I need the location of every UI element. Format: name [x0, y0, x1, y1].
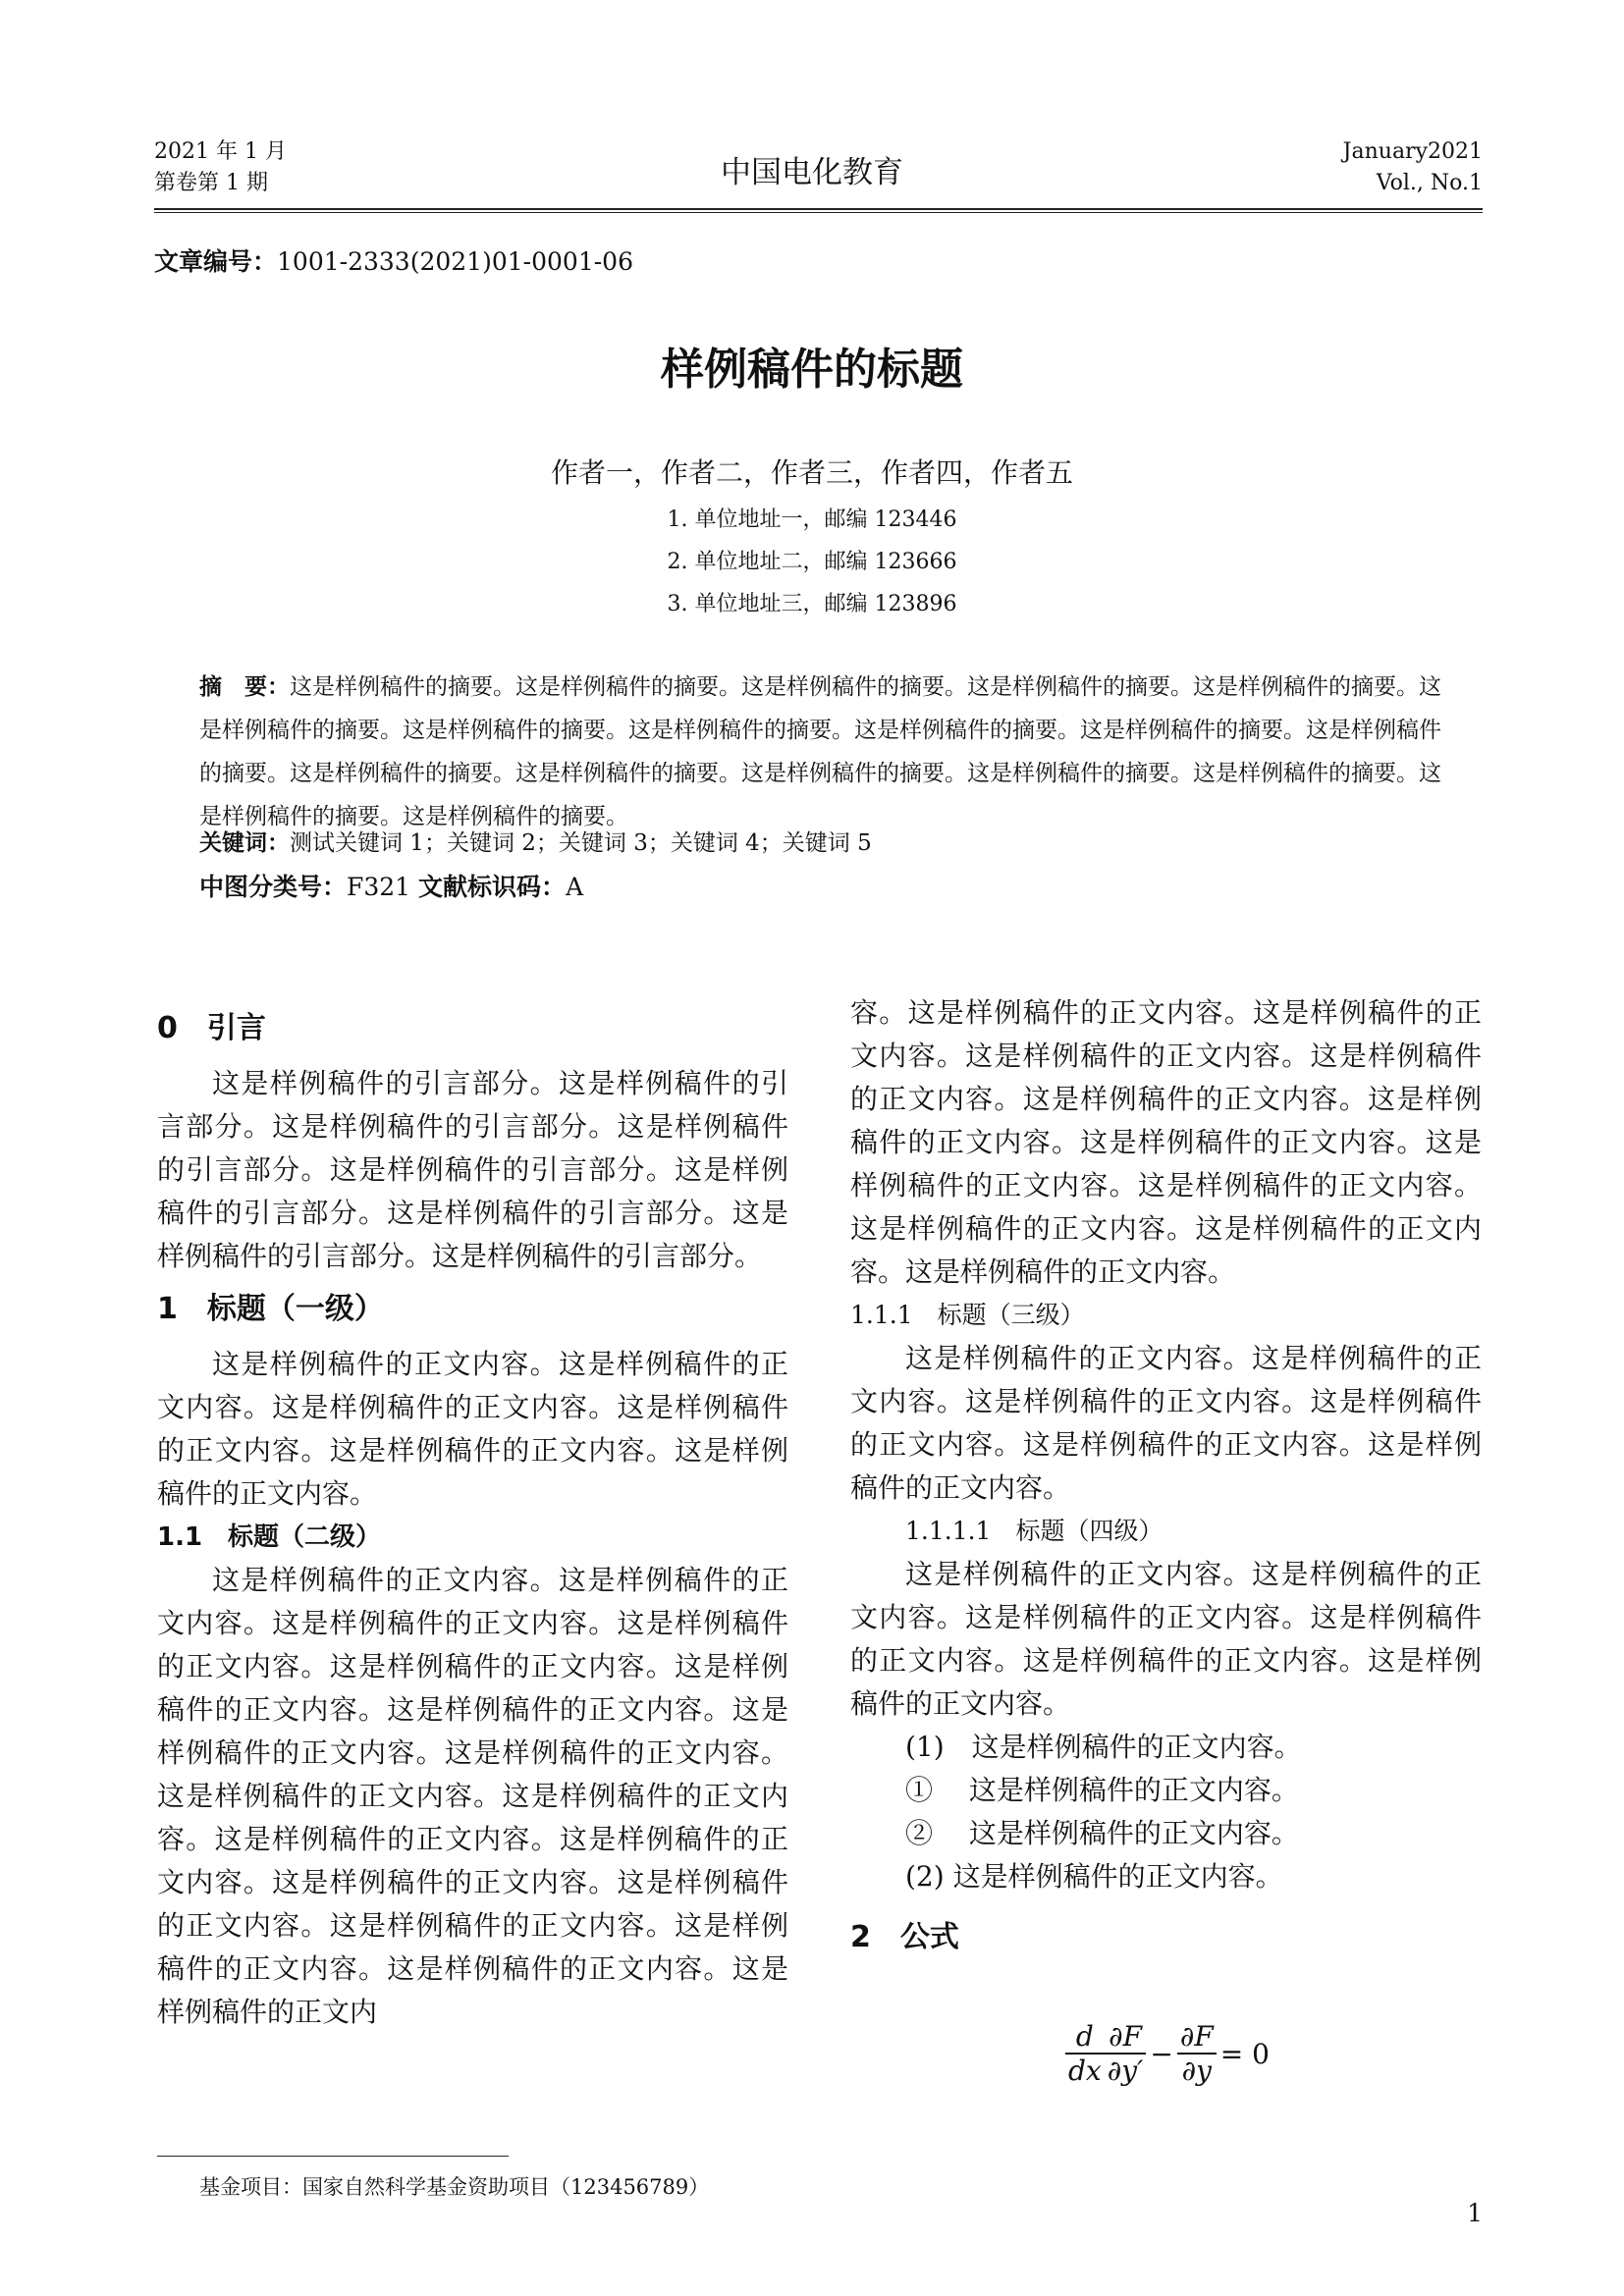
keywords	[199, 825, 872, 857]
issue-number: 第卷第 1 期	[154, 171, 268, 195]
heading-formula: 2 公式	[850, 1920, 959, 1954]
paper-title: 样例稿件的标题	[661, 345, 963, 395]
heading-level-1: 1 标题（一级）	[157, 1292, 384, 1326]
equals-zero: = 0	[1219, 2037, 1270, 2070]
clc-label: 中图分类号：	[199, 873, 348, 901]
issue-date: 2021 年 1 月	[154, 139, 287, 164]
affiliation-2: 2. 单位地址二，邮编 123666	[667, 550, 957, 574]
abstract-text: 这是样例稿件的摘要。这是样例稿件的摘要。这是样例稿件的摘要。这是样例稿件的摘要。这是样例稿件的摘要。这是样例稿件的摘要。这是样例稿件的摘要。这是样例稿件的摘要。这是样例稿件的摘要。这是样例稿件的摘要。这是样例稿件的摘要。这是样例稿件的摘要。这是样例稿件的摘要。这是样例稿件的摘要。这是样例稿件的摘要。这是样例稿件的摘要。这是样例稿件的摘要。这是样例稿件的摘要。	[199, 674, 1441, 829]
paragraph-level-3: 这是样例稿件的正文内容。这是样例稿件的正文内容。这是样例稿件的正文内容。这是样例稿件的正文内容。这是样例稿件的正文内容。这是样例稿件的正文内容。	[850, 1342, 1482, 1504]
doc-code-label: 文献标识码：	[418, 873, 567, 901]
abstract-label: 摘 要：	[199, 674, 290, 700]
paragraph-level-4: 这是样例稿件的正文内容。这是样例稿件的正文内容。这是样例稿件的正文内容。这是样例稿件的正文内容。这是样例稿件的正文内容。这是样例稿件的正文内容。	[850, 1558, 1482, 1720]
heading-level-3: 1.1.1 标题（三级）	[850, 1301, 1085, 1329]
paragraph-level-2: 这是样例稿件的正文内容。这是样例稿件的正文内容。这是样例稿件的正文内容。这是样例稿件的正文内容。这是样例稿件的正文内容。这是样例稿件的正文内容。这是样例稿件的正文内容。这是样例稿件的正文内容。这是样例稿件的正文内容。这是样例稿件的正文内容。这是样例稿件的正文内容。这是样例稿件的正文内容。这是样例稿件的正文内容。这是样例稿件的正文内容。这是样例稿件的正文内容。这是样例稿件的正文内容。这是样例稿件的正文内容。这是样例稿件的正文内容。这是样例稿件的正文内	[157, 1564, 788, 2028]
formula	[1065, 2020, 1273, 2087]
paragraph-level-1: 这是样例稿件的正文内容。这是样例稿件的正文内容。这是样例稿件的正文内容。这是样例稿件的正文内容。这是样例稿件的正文内容。这是样例稿件的正文内容。	[157, 1348, 788, 1510]
footnote-rule	[157, 2156, 509, 2157]
list-item: (2) 这是样例稿件的正文内容。	[905, 1860, 1283, 1893]
heading-level-2: 1.1 标题（二级）	[157, 1522, 382, 1552]
fraction-d-dx: $\frac{d}{dx}$	[1065, 2020, 1105, 2087]
paragraph-continued: 容。这是样例稿件的正文内容。这是样例稿件的正文内容。这是样例稿件的正文内容。这是样例稿件的正文内容。这是样例稿件的正文内容。这是样例稿件的正文内容。这是样例稿件的正文内容。这是样例稿件的正文内容。这是样例稿件的正文内容。这是样例稿件的正文内容。这是样例稿件的正文内容。这是样例稿件的正文内容。	[850, 996, 1482, 1288]
article-number-value: 1001-2333(2021)01-0001-06	[277, 247, 633, 276]
page-number: 1	[1467, 2199, 1483, 2227]
doc-code-value: A	[566, 873, 584, 901]
issue-date-en: January2021	[1342, 139, 1483, 164]
left-column	[157, 1007, 788, 2034]
heading-introduction: 0 引言	[157, 1011, 266, 1045]
affiliation-1: 1. 单位地址一，邮编 123446	[667, 507, 957, 532]
abstract	[199, 666, 1441, 838]
heading-level-4: 1.1.1.1 标题（四级）	[905, 1517, 1164, 1545]
journal-name: 中国电化教育	[721, 155, 903, 190]
fraction-dF-dy-prime: $\frac{\partial F}{\partial y'}$	[1105, 2020, 1147, 2087]
affiliation-3: 3. 单位地址三，邮编 123896	[667, 592, 957, 616]
header-rule-thin	[154, 212, 1483, 213]
article-number-label: 文章编号：	[154, 247, 278, 276]
volume-number: Vol., No.1	[1376, 171, 1483, 195]
minus-sign: −	[1150, 2037, 1173, 2070]
paragraph-introduction: 这是样例稿件的引言部分。这是样例稿件的引言部分。这是样例稿件的引言部分。这是样例稿件的引言部分。这是样例稿件的引言部分。这是样例稿件的引言部分。这是样例稿件的引言部分。这是样例稿件的引言部分。这是样例稿件的引言部分。	[157, 1067, 788, 1272]
clc-value: F321	[347, 873, 411, 901]
article-number	[154, 242, 633, 278]
list-item: ② 这是样例稿件的正文内容。	[905, 1817, 1299, 1849]
keywords-text: 测试关键词 1；关键词 2；关键词 3；关键词 4；关键词 5	[290, 830, 872, 856]
authors: 作者一，作者二，作者三，作者四，作者五	[550, 456, 1073, 489]
keywords-label: 关键词：	[199, 830, 290, 856]
classification	[199, 868, 583, 903]
right-column	[850, 991, 1482, 1959]
header-rule	[154, 208, 1483, 210]
fraction-dF-dy: $\frac{\partial F}{\partial y}$	[1177, 2020, 1217, 2087]
list-item: ① 这是样例稿件的正文内容。	[905, 1774, 1299, 1806]
header-right	[1343, 136, 1483, 199]
list-item: (1) 这是样例稿件的正文内容。	[905, 1731, 1302, 1763]
footnote-funding: 基金项目：国家自然科学基金资助项目（123456789）	[199, 2175, 710, 2199]
